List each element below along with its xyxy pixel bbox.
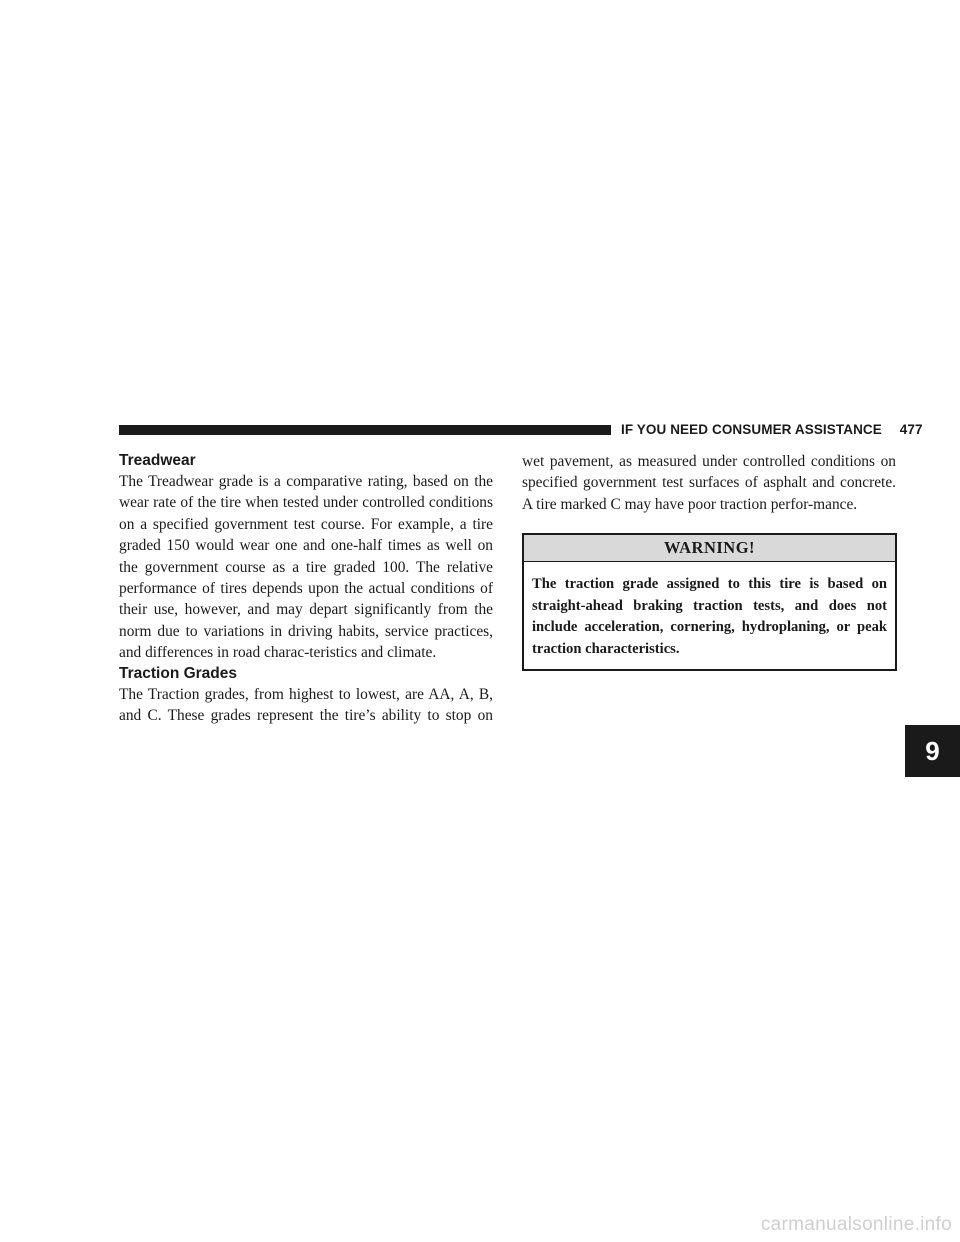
watermark: carmanualsonline.info [760,1214,952,1235]
treadwear-heading: Treadwear [119,452,196,469]
treadwear-paragraph: The Treadwear grade is a comparative rating, based on the wear rate of the tire when tested under controlled conditions on a specified government test course. For example, a tire graded 150 would wear one and one-half times as well on the government course as a tire graded 100. The relative performance of tires depends upon the actual conditions of their use, however, and may depart significantly from the norm due to variations in driving habits, service practices, and differences in road charac-teristics and climate. [119,473,493,662]
traction-grades-paragraph: The Traction grades, from highest to lowest, are AA, A, B, and C. These grades represent the tire’s ability to stop on [119,685,493,725]
header-section-title: IF YOU NEED CONSUMER ASSISTANCE [621,422,882,437]
warning-title: WARNING! [524,535,895,562]
page-number: 477 [899,422,923,437]
chapter-tab: 9 [905,725,960,777]
running-header [621,421,923,439]
right-column [522,451,896,671]
header-rule [119,425,611,435]
warning-box [522,533,897,671]
traction-continued-paragraph: wet pavement, as measured under controlled conditions on specified government test surfaces of asphalt and concrete. A tire marked C may have poor traction perfor-mance. [522,453,896,513]
left-column [119,451,493,726]
warning-text: The traction grade assigned to this tire is based on straight-ahead braking traction tests, and does not include acceleration, cornering, hydroplaning, or peak traction characteristics. [532,576,887,657]
traction-grades-heading: Traction Grades [119,664,238,682]
